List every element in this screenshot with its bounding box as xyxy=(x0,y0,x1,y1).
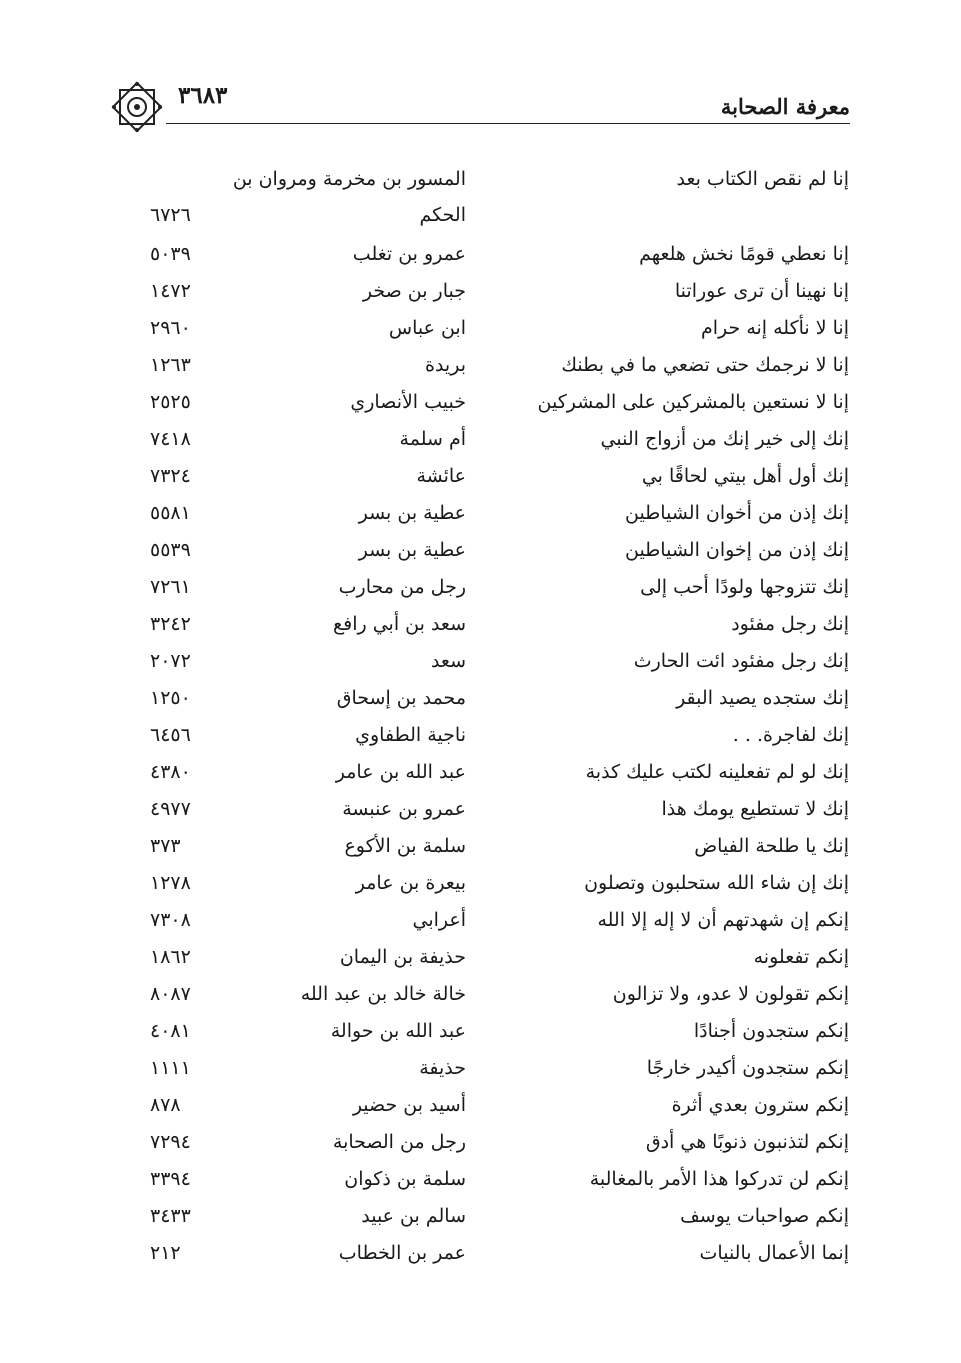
narrator-name: بريدة xyxy=(425,354,466,376)
narrator-name: رجل من الصحابة xyxy=(332,1131,466,1153)
narrator-name: سلمة بن ذكوان xyxy=(344,1168,466,1190)
hadith-phrase: إنك إذن من إخوان الشياطين xyxy=(624,539,849,561)
index-row xyxy=(0,791,961,827)
narrator-name: عطية بن بسر xyxy=(358,502,466,524)
hadith-phrase: إنك أول أهل بيتي لحاقًا بي xyxy=(641,465,849,487)
hadith-phrase: إنك لو لم تفعلينه لكتب عليك كذبة xyxy=(585,761,849,783)
index-row xyxy=(0,458,961,494)
hadith-number: ٥٥٨١ xyxy=(150,502,191,524)
header-rule xyxy=(166,123,850,124)
hadith-phrase: إنا لا نستعين بالمشركين على المشركين xyxy=(537,391,849,413)
hadith-number: ١٤٧٢ xyxy=(150,280,191,302)
index-row xyxy=(0,754,961,790)
hadith-number: ٤٩٧٧ xyxy=(150,798,191,820)
hadith-phrase: إنا نعطي قومًا نخش هلعهم xyxy=(639,243,849,265)
hadith-phrase: إنك لا تستطيع يومك هذا xyxy=(661,798,849,820)
hadith-number: ٧٢٩٤ xyxy=(150,1131,191,1153)
index-row xyxy=(0,643,961,679)
index-row xyxy=(0,939,961,975)
hadith-phrase: إنك يا طلحة الفياض xyxy=(694,835,849,857)
hadith-phrase: إنا نهينا أن ترى عوراتنا xyxy=(674,280,849,302)
hadith-number: ٦٤٥٦ xyxy=(150,724,191,746)
index-row xyxy=(0,569,961,605)
index-row xyxy=(0,1198,961,1234)
hadith-phrase: إنا لا نرجمك حتى تضعي ما في بطنك xyxy=(561,354,849,376)
hadith-phrase: إنا لا نأكله إنه حرام xyxy=(701,317,849,339)
narrator-name: عمر بن الخطاب xyxy=(338,1242,466,1264)
hadith-phrase: إنكم لتذنبون ذنوبًا هي أدق xyxy=(645,1131,849,1153)
hadith-phrase: إنك رجل مفئود xyxy=(731,613,849,635)
narrator-name: جبار بن صخر xyxy=(362,280,466,302)
hadith-phrase: إنكم ستجدون أكيدر خارجًا xyxy=(646,1057,849,1079)
book-title: معرفة الصحابة xyxy=(720,94,850,119)
narrator-name: المسور بن مخرمة ومروان بن xyxy=(232,168,466,190)
narrator-name: أعرابي xyxy=(412,909,466,931)
index-row xyxy=(0,680,961,716)
hadith-phrase: إنا لم نقص الكتاب بعد xyxy=(676,168,849,190)
hadith-number: ٢١٢ xyxy=(150,1242,181,1264)
index-row xyxy=(0,161,961,197)
index-row xyxy=(0,236,961,272)
index-row xyxy=(0,865,961,901)
narrator-name: محمد بن إسحاق xyxy=(336,687,466,709)
hadith-number: ٢٠٧٢ xyxy=(150,650,191,672)
narrator-name: سعد بن أبي رافع xyxy=(333,613,466,635)
hadith-phrase: إنك إذن من أخوان الشياطين xyxy=(624,502,849,524)
page-number: ٣٦٨٣ xyxy=(178,82,228,109)
index-row xyxy=(0,717,961,753)
hadith-number: ٢٩٦٠ xyxy=(150,317,191,339)
hadith-number: ١١١١ xyxy=(150,1057,191,1079)
narrator-name: سالم بن عبيد xyxy=(361,1205,466,1227)
hadith-phrase: إنكم ستجدون أجنادًا xyxy=(693,1020,849,1042)
index-row xyxy=(0,197,961,233)
hadith-number: ٣٢٤٢ xyxy=(150,613,191,635)
narrator-name: عمرو بن عنبسة xyxy=(342,798,466,820)
page-header xyxy=(108,78,850,128)
index-row xyxy=(0,1050,961,1086)
index-row xyxy=(0,384,961,420)
hadith-phrase: إنكم لن تدركوا هذا الأمر بالمغالبة xyxy=(589,1168,849,1190)
hadith-number: ٢٥٢٥ xyxy=(150,391,191,413)
hadith-phrase: إنك إن شاء الله ستحلبون وتصلون xyxy=(584,872,849,894)
narrator-name: سعد xyxy=(430,650,466,672)
narrator-name: سلمة بن الأكوع xyxy=(344,835,466,857)
hadith-phrase: إنك إلى خير إنك من أزواج النبي xyxy=(600,428,849,450)
hadith-phrase: إنكم تقولون لا عدو، ولا تزالون xyxy=(612,983,849,1005)
narrator-name: ناجية الطفاوي xyxy=(355,724,466,746)
hadith-number: ٣٤٣٣ xyxy=(150,1205,191,1227)
narrator-name: رجل من محارب xyxy=(338,576,466,598)
hadith-number: ٧٢٦١ xyxy=(150,576,191,598)
index-row xyxy=(0,1124,961,1160)
narrator-name: حذيفة بن اليمان xyxy=(339,946,466,968)
hadith-number: ١٢٦٣ xyxy=(150,354,191,376)
narrator-name: عطية بن بسر xyxy=(358,539,466,561)
index-row xyxy=(0,347,961,383)
index-row xyxy=(0,828,961,864)
narrator-name: حذيفة xyxy=(419,1057,466,1079)
hadith-phrase: إنك لفاجرة. . . xyxy=(732,724,849,746)
index-row xyxy=(0,310,961,346)
narrator-name: عائشة xyxy=(416,465,466,487)
islamic-star-ornament-icon xyxy=(108,78,166,136)
index-row xyxy=(0,976,961,1012)
hadith-number: ٨٠٨٧ xyxy=(150,983,191,1005)
narrator-name: عبد الله بن عامر xyxy=(335,761,466,783)
narrator-name: أسيد بن حضير xyxy=(352,1094,466,1116)
hadith-number: ٦٧٢٦ xyxy=(150,204,191,226)
index-row xyxy=(0,1161,961,1197)
index-row xyxy=(0,532,961,568)
narrator-name: ابن عباس xyxy=(388,317,466,339)
hadith-number: ٧٤١٨ xyxy=(150,428,191,450)
hadith-phrase: إنكم تفعلونه xyxy=(753,946,849,968)
index-row xyxy=(0,606,961,642)
hadith-number: ٧٣٢٤ xyxy=(150,465,191,487)
hadith-number: ٨٧٨ xyxy=(150,1094,181,1116)
hadith-number: ١٨٦٢ xyxy=(150,946,191,968)
narrator-name: عبد الله بن حوالة xyxy=(330,1020,466,1042)
hadith-number: ٥٠٣٩ xyxy=(150,243,191,265)
index-row xyxy=(0,421,961,457)
hadith-number: ٣٧٣ xyxy=(150,835,181,857)
index-row xyxy=(0,1235,961,1271)
hadith-number: ٣٣٩٤ xyxy=(150,1168,191,1190)
index-row xyxy=(0,1013,961,1049)
hadith-number: ٤٣٨٠ xyxy=(150,761,191,783)
index-row xyxy=(0,1087,961,1123)
hadith-number: ٧٣٠٨ xyxy=(150,909,191,931)
hadith-phrase: إنكم صواحبات يوسف xyxy=(680,1205,849,1227)
hadith-number: ١٢٧٨ xyxy=(150,872,191,894)
hadith-phrase: إنكم إن شهدتهم أن لا إله إلا الله xyxy=(597,909,849,931)
hadith-phrase: إنك رجل مفئود ائت الحارث xyxy=(633,650,849,672)
hadith-phrase: إنك تتزوجها ولودًا أحب إلى xyxy=(640,576,849,598)
index-row xyxy=(0,902,961,938)
hadith-number: ٥٥٣٩ xyxy=(150,539,191,561)
hadith-phrase: إنما الأعمال بالنيات xyxy=(699,1242,849,1264)
index-row xyxy=(0,495,961,531)
hadith-number: ١٢٥٠ xyxy=(150,687,191,709)
narrator-name: أم سلمة xyxy=(399,428,466,450)
hadith-phrase: إنكم سترون بعدي أثرة xyxy=(671,1094,849,1116)
hadith-number: ٤٠٨١ xyxy=(150,1020,191,1042)
hadith-phrase: إنك ستجده يصيد البقر xyxy=(676,687,849,709)
narrator-name: عمرو بن تغلب xyxy=(352,243,466,265)
narrator-name: الحكم xyxy=(419,204,466,226)
narrator-name: خبيب الأنصاري xyxy=(350,391,466,413)
narrator-name: خالة خالد بن عبد الله xyxy=(300,983,466,1005)
narrator-name: بيعرة بن عامر xyxy=(355,872,466,894)
index-row xyxy=(0,273,961,309)
